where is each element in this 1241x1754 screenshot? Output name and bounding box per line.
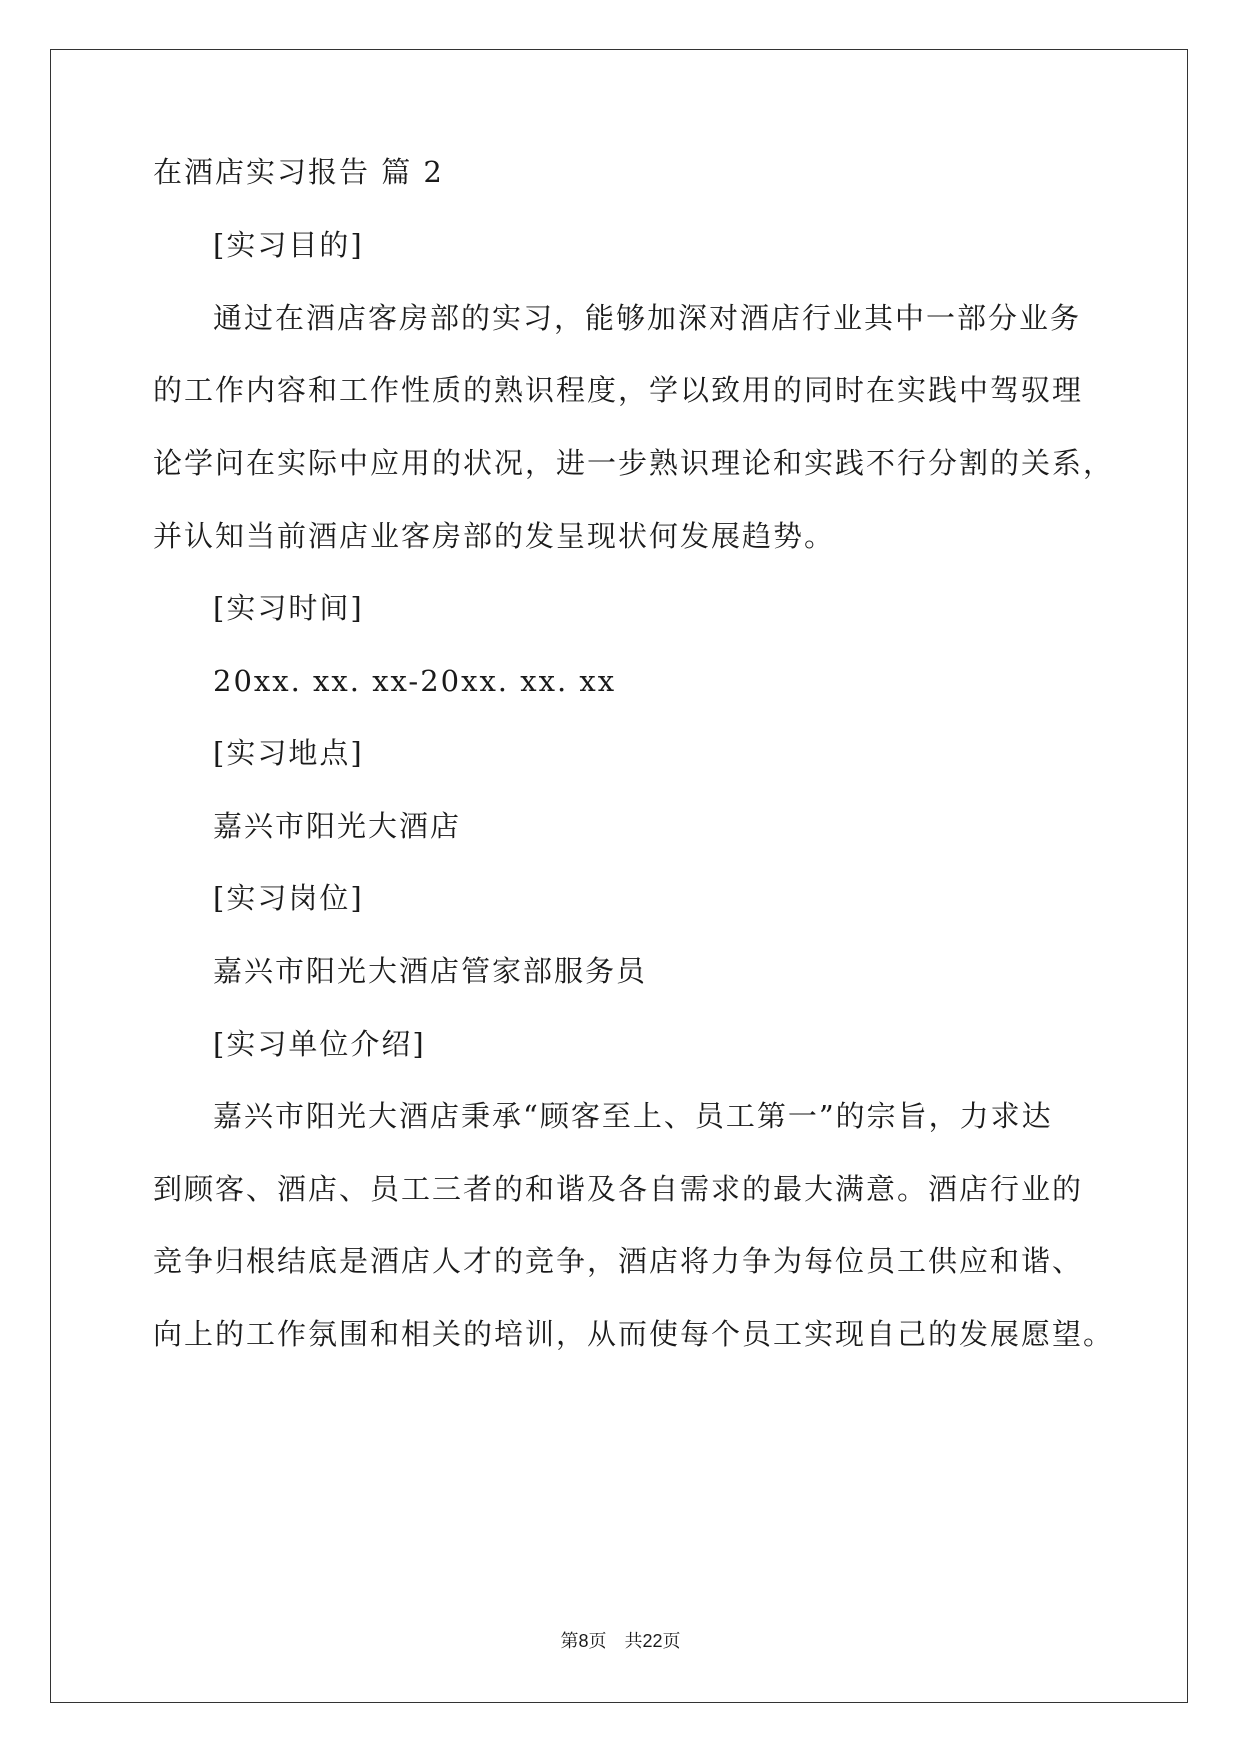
internship-location: 嘉兴市阳光大酒店 <box>213 809 462 843</box>
section-heading-purpose: [实习目的] <box>213 228 364 262</box>
footer-suffix: 页 <box>662 1631 681 1652</box>
paragraph-line: 到顾客、酒店、员工三者的和谐及各自需求的最大满意。酒店行业的 <box>153 1172 1084 1206</box>
document-title: 在酒店实习报告 篇 2 <box>153 155 444 189</box>
section-heading-time: [实习时间] <box>213 591 364 625</box>
internship-position: 嘉兴市阳光大酒店管家部服务员 <box>213 954 648 988</box>
paragraph-line: 论学问在实际中应用的状况，进一步熟识理论和实践不行分割的关系， <box>153 446 1115 480</box>
paragraph-line: 嘉兴市阳光大酒店秉承“顾客至上、员工第一”的宗旨，力求达 <box>213 1099 1053 1133</box>
section-heading-location: [实习地点] <box>213 736 364 770</box>
internship-dates: 20xx. xx. xx-20xx. xx. xx <box>213 664 617 698</box>
section-heading-company: [实习单位介绍] <box>213 1027 426 1061</box>
footer-mid: 页 共 <box>588 1631 643 1652</box>
page-footer <box>0 1629 1241 1654</box>
paragraph-line: 向上的工作氛围和相关的培训，从而使每个员工实现自己的发展愿望。 <box>153 1317 1115 1351</box>
paragraph-line: 并认知当前酒店业客房部的发呈现状何发展趋势。 <box>153 519 836 553</box>
footer-prefix: 第 <box>560 1631 579 1652</box>
paragraph-line: 通过在酒店客房部的实习，能够加深对酒店行业其中一部分业务 <box>213 301 1082 335</box>
page-number-current: 8 <box>578 1631 589 1651</box>
section-heading-position: [实习岗位] <box>213 881 364 915</box>
page-number-total: 22 <box>642 1631 663 1651</box>
paragraph-line: 竞争归根结底是酒店人才的竞争，酒店将力争为每位员工供应和谐、 <box>153 1244 1084 1278</box>
paragraph-line: 的工作内容和工作性质的熟识程度，学以致用的同时在实践中驾驭理 <box>153 373 1084 407</box>
